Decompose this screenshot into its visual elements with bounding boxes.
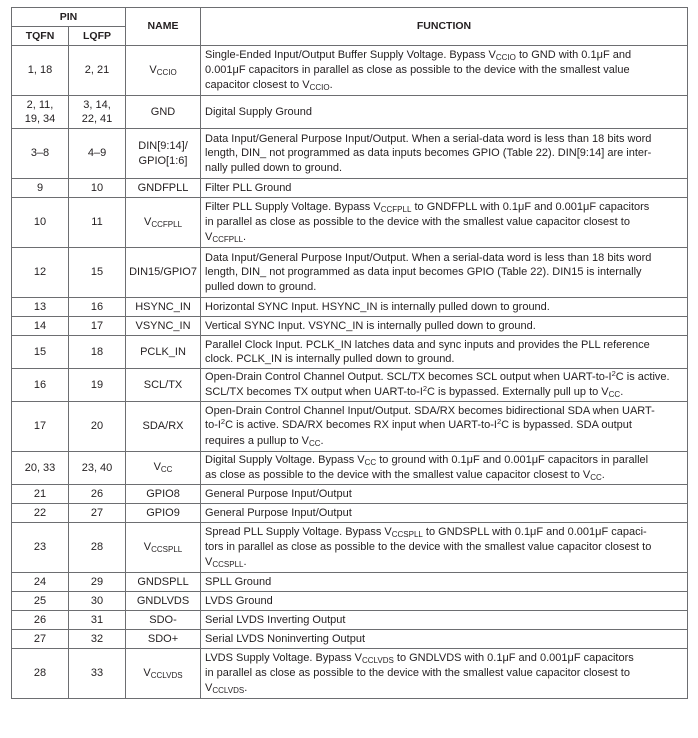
pin-name-text: GPIO8 [146, 487, 180, 500]
function-subscript: CCIO [495, 52, 516, 62]
pin-name-subscript: CCIO [156, 67, 177, 77]
lqfp-pin-text: 3, 14, [83, 98, 111, 111]
pin-name-cell [126, 248, 201, 298]
lqfp-pin-cell [69, 523, 126, 573]
lqfp-pin-cell [69, 248, 126, 298]
pin-name-cell [126, 630, 201, 649]
table-row [12, 485, 688, 504]
pin-name-text: V [153, 461, 161, 474]
tqfn-pin-cell [12, 336, 69, 369]
function-subscript: CC [608, 390, 621, 399]
tqfn-header: TQFN [12, 27, 69, 46]
function-cell [201, 369, 688, 402]
function-cell [201, 248, 688, 298]
table-row [12, 336, 688, 369]
lqfp-pin-text: 18 [90, 345, 104, 358]
pin-name-cell [126, 129, 201, 179]
lqfp-pin-text: 26 [90, 487, 104, 500]
function-cell [201, 504, 688, 523]
tqfn-pin-cell [12, 573, 69, 592]
pin-name-subscript: CCFPLL [151, 219, 183, 229]
lqfp-pin-cell [69, 649, 126, 699]
function-line: length, DIN_ not programmed as data inputs becomes GPIO (Table 22). DIN[9:14] are inter- [205, 147, 652, 160]
table-row [12, 611, 688, 630]
lqfp-pin-text: 11 [91, 216, 103, 229]
function-line: Data Input/General Purpose Input/Output. When a serial-data word is less than 18 bits word [205, 251, 652, 264]
function-line: SPLL Ground [205, 575, 272, 588]
tqfn-pin-cell [12, 129, 69, 179]
function-line: Parallel Clock Input. PCLK_IN latches data and sync inputs and provides the PLL reference [205, 338, 650, 351]
lqfp-pin-cell [69, 504, 126, 523]
table-row [12, 46, 688, 96]
lqfp-pin-text: 10 [90, 181, 104, 194]
function-cell [201, 649, 688, 699]
pin-rows [12, 46, 688, 699]
function-cell [201, 592, 688, 611]
function-cell [201, 198, 688, 248]
tqfn-pin-text: 27 [33, 632, 47, 645]
pin-name-text: V [149, 63, 157, 76]
function-subscript: CCSPLL [391, 529, 423, 539]
pin-name-cell [126, 369, 201, 402]
pin-name-text: V [144, 215, 152, 228]
lqfp-pin-cell [69, 452, 126, 485]
table-row [12, 402, 688, 452]
lqfp-pin-text: 23, 40 [81, 461, 113, 474]
function-line: tors in parallel as close as possible to the device with the smallest value capacitor closest to [205, 541, 652, 554]
tqfn-pin-text: 19, 34 [24, 113, 56, 125]
function-superscript: 2 [220, 417, 226, 427]
table-row [12, 198, 688, 248]
function-line: VCCLVDS. [205, 681, 248, 695]
pin-name-cell [126, 298, 201, 317]
tqfn-pin-text: 12 [33, 266, 47, 279]
tqfn-pin-cell [12, 96, 69, 129]
pin-name-cell [126, 317, 201, 336]
table-row [12, 96, 688, 129]
function-subscript: CC [590, 473, 602, 482]
pin-name-text: GND [150, 105, 176, 118]
function-line: $to-I^2C$ is active. SDA/RX becomes RX input when UART-$to-I^2C$ is bypassed. SDA output [205, 417, 632, 432]
tqfn-pin-cell [12, 649, 69, 699]
pin-name-cell [126, 504, 201, 523]
function-line: in parallel as close as possible to the device with the smallest value capacitor closest to [205, 667, 630, 680]
tqfn-pin-cell [12, 248, 69, 298]
tqfn-pin-text: 22 [33, 506, 47, 519]
lqfp-pin-text: 28 [90, 541, 104, 554]
lqfp-pin-cell [69, 96, 126, 129]
tqfn-pin-cell [12, 179, 69, 198]
lqfp-pin-cell [69, 198, 126, 248]
function-line: as close as possible to the device with the smallest value capacitor closest to VCC. [205, 469, 605, 482]
pin-name-cell [126, 402, 201, 452]
tqfn-pin-text: 2, 11, [26, 98, 54, 111]
table-row [12, 504, 688, 523]
pin-name-cell [126, 611, 201, 630]
pin-name-text: V [143, 540, 152, 553]
function-cell [201, 485, 688, 504]
tqfn-pin-cell [12, 523, 69, 573]
tqfn-pin-text: 9 [36, 181, 44, 194]
pin-name-cell [126, 592, 201, 611]
pin-name-text: SDO+ [147, 632, 179, 645]
table-row [12, 592, 688, 611]
function-line: Single-Ended Input/Output Buffer Supply Voltage. Bypass VCCIO to GND with 0.1μF and [205, 48, 632, 62]
function-subscript: CCIO [309, 82, 330, 92]
pin-name-text: GNDLVDS [136, 594, 190, 607]
lqfp-pin-cell [69, 369, 126, 402]
function-cell [201, 46, 688, 96]
pin-name-cell [126, 336, 201, 369]
function-cell [201, 611, 688, 630]
function-subscript: CCLVDS [361, 655, 394, 665]
tqfn-pin-text: 26 [33, 613, 47, 626]
pin-name-text: GPIO9 [146, 506, 180, 519]
pin-name-text: V [143, 666, 151, 679]
lqfp-pin-cell [69, 46, 126, 96]
function-line: General Purpose Input/Output [205, 487, 352, 500]
pin-name-cell [126, 485, 201, 504]
pin-name-text: GNDSPLL [137, 575, 189, 588]
function-header: FUNCTION [201, 8, 688, 46]
pin-name-text: VSYNC_IN [135, 319, 191, 332]
lqfp-header: LQFP [69, 27, 126, 46]
function-line: length, DIN_ not programmed as data input becomes GPIO (Table 22). DIN15 is internally [205, 266, 642, 279]
pin-name-text: SDO- [149, 613, 177, 626]
lqfp-pin-cell [69, 336, 126, 369]
pin-name-cell [126, 573, 201, 592]
tqfn-pin-text: 14 [33, 319, 47, 332]
table-row [12, 317, 688, 336]
function-subscript: CCLVDS [212, 685, 245, 695]
lqfp-pin-cell [69, 298, 126, 317]
function-line: LVDS Ground [205, 594, 273, 607]
pin-description-table [11, 7, 688, 699]
tqfn-pin-text: 10 [33, 216, 47, 229]
tqfn-pin-text: 25 [33, 594, 47, 607]
tqfn-pin-text: 16 [33, 378, 47, 391]
tqfn-pin-cell [12, 630, 69, 649]
tqfn-pin-text: 28 [33, 667, 47, 680]
pin-header: PIN [12, 8, 126, 27]
tqfn-pin-cell [12, 46, 69, 96]
function-superscript: 2 [496, 417, 502, 427]
tqfn-pin-cell [12, 611, 69, 630]
pin-name-text: GNDFPLL [137, 181, 189, 194]
lqfp-pin-cell [69, 573, 126, 592]
tqfn-pin-text: 15 [33, 345, 47, 358]
tqfn-pin-cell [12, 317, 69, 336]
pin-name-cell [126, 649, 201, 699]
function-line: Open-Drain Control Channel Output. SCL/TX becomes SCL output when UART-$to-I^2C$ is active. [205, 368, 670, 383]
lqfp-pin-text: 17 [90, 319, 104, 332]
function-cell [201, 452, 688, 485]
function-cell [201, 336, 688, 369]
function-line: VCCFPLL. [205, 230, 247, 244]
tqfn-pin-cell [12, 504, 69, 523]
function-line: General Purpose Input/Output [205, 506, 352, 519]
function-line: Digital Supply Voltage. Bypass VCC to ground with 0.1μF and 0.001μF capacitors in parallel [205, 453, 649, 467]
table-row [12, 248, 688, 298]
lqfp-pin-cell [69, 402, 126, 452]
lqfp-pin-text: 20 [90, 420, 104, 433]
function-cell [201, 523, 688, 573]
name-header: NAME [126, 8, 201, 46]
table-row [12, 523, 688, 573]
pin-name-text: SCL/TX [143, 378, 183, 391]
lqfp-pin-text: 4–9 [87, 147, 107, 160]
pin-name-text: DIN15/GPIO7 [129, 266, 197, 279]
function-line: Open-Drain Control Channel Input/Output. SDA/RX becomes bidirectional SDA when UART- [205, 404, 655, 417]
tqfn-pin-cell [12, 369, 69, 402]
function-line: Serial LVDS Noninverting Output [205, 632, 366, 645]
tqfn-pin-text: 24 [33, 575, 47, 588]
lqfp-pin-text: 19 [90, 378, 104, 391]
lqfp-pin-cell [69, 592, 126, 611]
lqfp-pin-text: 33 [90, 667, 104, 680]
function-line: Horizontal SYNC Input. HSYNC_IN is internally pulled down to ground. [205, 300, 550, 313]
function-line: Filter PLL Ground [205, 181, 292, 194]
function-cell [201, 402, 688, 452]
function-cell [201, 129, 688, 179]
table-row [12, 298, 688, 317]
pin-name-text: GPIO[1:6] [138, 154, 188, 167]
pin-name-cell [126, 198, 201, 248]
function-superscript: 2 [422, 384, 428, 393]
lqfp-pin-text: 2, 21 [84, 64, 110, 77]
tqfn-pin-cell [12, 402, 69, 452]
function-line: in parallel as close as possible to the device with the smallest value capacitor closest to [205, 216, 630, 229]
function-cell [201, 298, 688, 317]
lqfp-pin-cell [69, 611, 126, 630]
lqfp-pin-text: 32 [90, 632, 104, 645]
lqfp-pin-text: 27 [90, 506, 104, 519]
lqfp-pin-cell [69, 179, 126, 198]
lqfp-pin-cell [69, 485, 126, 504]
function-line: Spread PLL Supply Voltage. Bypass VCCSPLL to GNDSPLL with 0.1μF and 0.001μF capaci- [205, 525, 647, 539]
tqfn-pin-text: 3–8 [30, 147, 50, 160]
table-row [12, 573, 688, 592]
pin-name-text: SDA/RX [142, 420, 184, 433]
function-line: 0.001μF capacitors in parallel as close as possible to the device with the smallest value [205, 64, 630, 77]
tqfn-pin-text: 17 [33, 420, 47, 433]
function-cell [201, 317, 688, 336]
function-line: Serial LVDS Inverting Output [205, 613, 346, 626]
pin-name-cell [126, 452, 201, 485]
tqfn-pin-cell [12, 592, 69, 611]
table-row [12, 649, 688, 699]
lqfp-pin-cell [69, 630, 126, 649]
pin-name-subscript: CC [160, 465, 173, 475]
tqfn-pin-text: 21 [33, 487, 47, 500]
function-line: requires a pullup to VCC. [205, 434, 324, 448]
function-line: Filter PLL Supply Voltage. Bypass VCCFPLL to GNDFPLL with 0.1μF and 0.001μF capacitors [205, 200, 650, 214]
function-subscript: CC [308, 438, 321, 448]
function-line: Data Input/General Purpose Input/Output. When a serial-data word is less than 18 bits word [205, 132, 652, 145]
function-line: clock. PCLK_IN is internally pulled down to ground. [205, 353, 455, 365]
pin-name-text: DIN[9:14]/ [138, 140, 188, 152]
function-subscript: CCSPLL [212, 559, 244, 569]
function-cell [201, 630, 688, 649]
tqfn-pin-cell [12, 298, 69, 317]
table-row [12, 179, 688, 198]
function-cell [201, 179, 688, 198]
lqfp-pin-text: 22, 41 [81, 113, 113, 125]
lqfp-pin-text: 29 [90, 575, 104, 588]
function-line: capacitor closest to VCCIO. [205, 78, 333, 92]
lqfp-pin-text: 30 [90, 594, 104, 607]
function-line: pulled down to ground. [205, 280, 317, 293]
function-line: VCCSPLL. [205, 555, 247, 569]
table-row [12, 369, 688, 402]
tqfn-pin-text: 23 [33, 541, 47, 554]
pin-name-cell [126, 96, 201, 129]
function-line: Digital Supply Ground [205, 105, 313, 118]
function-line: SCL/TX becomes TX output when UART-$to-I^2C$ is bypassed. Externally pull up to VCC. [205, 384, 624, 399]
function-line: Vertical SYNC Input. VSYNC_IN is internally pulled down to ground. [205, 319, 536, 332]
function-subscript: CCFPLL [380, 204, 412, 214]
pin-name-cell [126, 179, 201, 198]
pin-name-cell [126, 46, 201, 96]
table-row [12, 630, 688, 649]
pin-name-subscript: CCSPLL [151, 544, 183, 554]
lqfp-pin-text: 16 [90, 300, 104, 313]
table-row [12, 129, 688, 179]
function-subscript: CC [364, 457, 377, 467]
function-line: nally pulled down to ground. [205, 161, 342, 174]
table-row [12, 452, 688, 485]
function-line: LVDS Supply Voltage. Bypass VCCLVDS to GNDLVDS with 0.1μF and 0.001μF capacitors [205, 651, 634, 665]
function-subscript: CCFPLL [212, 234, 244, 244]
pin-name-text: PCLK_IN [140, 345, 186, 358]
tqfn-pin-cell [12, 452, 69, 485]
tqfn-pin-text: 1, 18 [27, 64, 53, 77]
tqfn-pin-cell [12, 198, 69, 248]
lqfp-pin-text: 31 [90, 613, 104, 626]
function-superscript: 2 [611, 368, 616, 378]
pin-name-text: HSYNC_IN [135, 300, 191, 313]
pin-name-subscript: CCLVDS [150, 670, 183, 680]
tqfn-pin-cell [12, 485, 69, 504]
function-cell [201, 573, 688, 592]
tqfn-pin-text: 13 [33, 300, 47, 313]
lqfp-pin-text: 15 [90, 266, 104, 279]
pin-name-cell [126, 523, 201, 573]
function-cell [201, 96, 688, 129]
lqfp-pin-cell [69, 317, 126, 336]
lqfp-pin-cell [69, 129, 126, 179]
tqfn-pin-text: 20, 33 [24, 461, 56, 474]
